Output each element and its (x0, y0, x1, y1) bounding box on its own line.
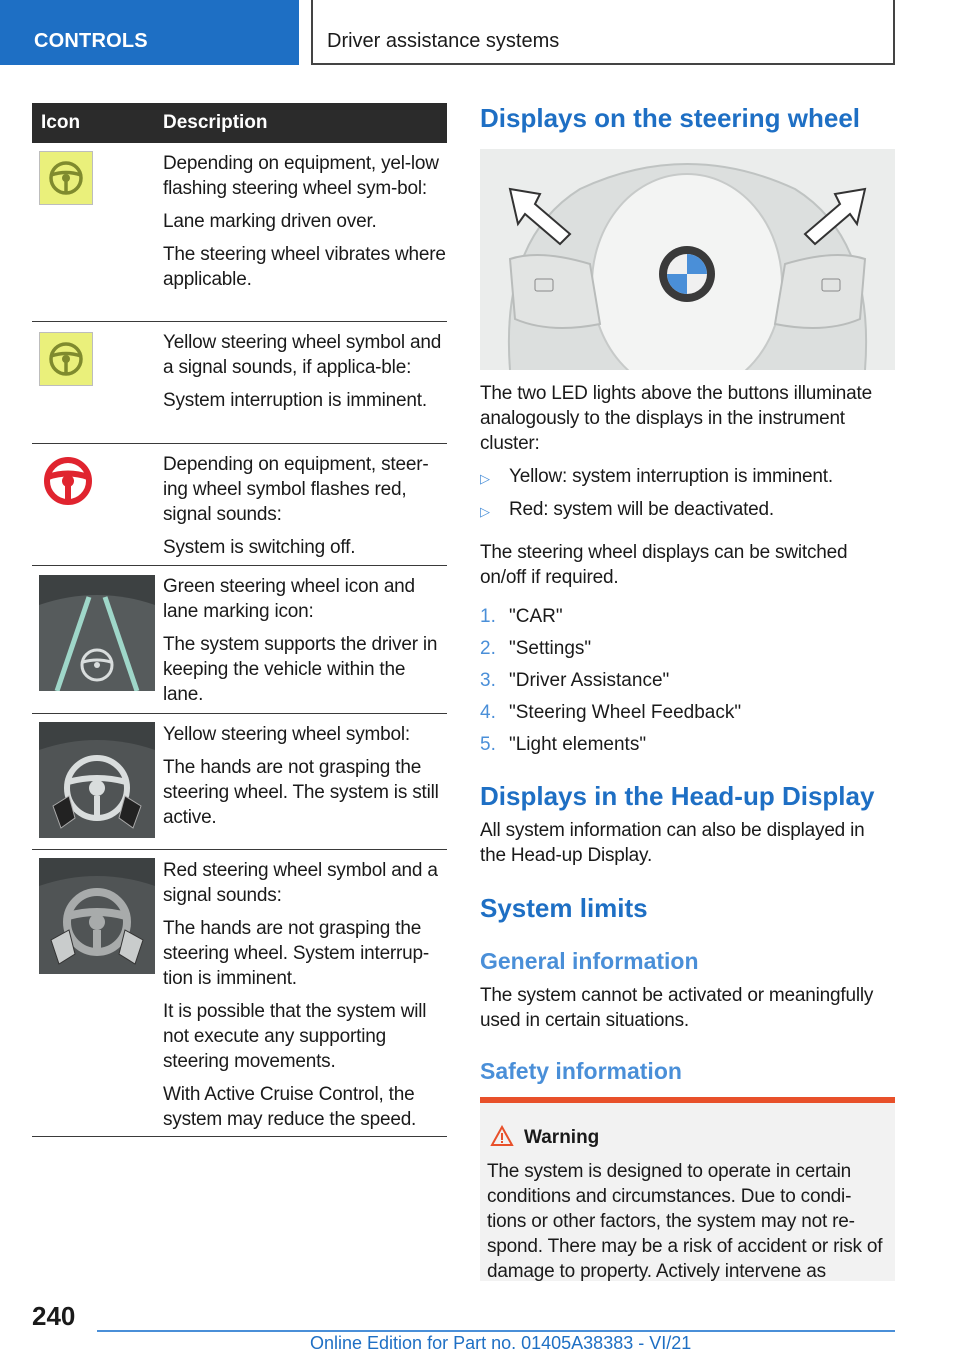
chapter-title: Driver assistance systems (311, 0, 895, 65)
description-text: Lane marking driven over. (163, 211, 377, 232)
yellow-hands-steering-icon (39, 722, 155, 838)
table-row (32, 850, 447, 1137)
table-row (32, 143, 447, 322)
list-item (480, 700, 741, 725)
table-row (32, 322, 447, 444)
table-row (32, 444, 447, 566)
bullet-text: Red: system will be deactivated. (509, 499, 774, 520)
description-text: Depending on equipment, yel-low flashing steering wheel sym-bol: (163, 153, 439, 199)
heading-displays-steering-wheel: Displays on the steering wheel (480, 103, 860, 133)
description-text: System is switching off. (163, 537, 356, 558)
hud-paragraph: All system information can also be displayed in the Head-up Display. (480, 820, 865, 866)
warning-box (480, 1097, 895, 1281)
red-steering-wheel-icon (39, 452, 97, 510)
warning-triangle-icon (490, 1125, 514, 1147)
description-text: Red steering wheel symbol and a signal sounds: (163, 860, 438, 906)
column-header-description: Description (163, 112, 268, 133)
description-text: Depending on equipment, steer-ing wheel symbol flashes red, signal sounds: (163, 454, 429, 525)
footer-edition: Online Edition for Part no. 01405A38383 - VI/21 (310, 1333, 692, 1353)
description-text: Yellow steering wheel symbol and a signal sounds, if applica-ble: (163, 332, 442, 378)
icon-description-table (32, 103, 447, 1137)
step-text: "Driver Assistance" (509, 670, 670, 691)
table-header (32, 103, 447, 143)
switch-paragraph: The steering wheel displays can be switched on/off if required. (480, 542, 848, 588)
triangle-bullet-icon: ▷ (480, 504, 490, 519)
led-lights-paragraph: The two LED lights above the buttons illuminate analogously to the displays in the instrument cluster: (480, 383, 872, 454)
page-number: 240 (32, 1301, 76, 1331)
description-text: Green steering wheel icon and lane marking icon: (163, 576, 415, 622)
steering-wheel-illustration (480, 149, 895, 370)
description-text: It is possible that the system will not execute any supporting steering movements. (163, 1001, 427, 1072)
yellow-steering-wheel-icon (39, 332, 93, 386)
list-item (480, 464, 833, 491)
list-item (480, 636, 591, 661)
warning-title: Warning (524, 1127, 600, 1148)
heading-head-up-display: Displays in the Head-up Display (480, 781, 875, 811)
step-number: 3. (480, 670, 496, 691)
bullet-text: Yellow: system interruption is imminent. (509, 466, 833, 487)
list-item (480, 668, 669, 693)
description-text: Yellow steering wheel symbol: (163, 724, 410, 745)
step-number: 4. (480, 702, 496, 723)
table-row (32, 566, 447, 714)
footer-divider (97, 1330, 895, 1332)
warning-text: The system is designed to operate in certain conditions and circumstances. Due to condi-tions or other factors, the system may not re-spond. There may be a risk of accident or risk of damage to property. Actively intervene as (487, 1161, 883, 1282)
section-tab: CONTROLS (0, 0, 299, 65)
step-text: "Light elements" (509, 734, 647, 755)
step-number: 5. (480, 734, 496, 755)
description-text: The hands are not grasping the steering wheel. The system is still active. (163, 757, 439, 828)
step-text: "Steering Wheel Feedback" (509, 702, 742, 723)
list-item (480, 604, 563, 629)
general-information-paragraph: The system cannot be activated or meaningfully used in certain situations. (480, 985, 874, 1031)
description-text: The hands are not grasping the steering wheel. System interrup-tion is imminent. (163, 918, 430, 989)
description-text: The system supports the driver in keeping the vehicle within the lane. (163, 634, 438, 705)
step-text: "Settings" (509, 638, 592, 659)
heading-safety-information: Safety information (480, 1058, 682, 1084)
description-text: With Active Cruise Control, the system may reduce the speed. (163, 1084, 417, 1130)
list-item (480, 732, 646, 757)
heading-system-limits: System limits (480, 893, 648, 923)
step-number: 2. (480, 638, 496, 659)
column-header-icon: Icon (41, 112, 81, 133)
green-lane-steering-icon (39, 575, 155, 691)
description-text: The steering wheel vibrates where applicable. (163, 244, 446, 290)
triangle-bullet-icon: ▷ (480, 471, 490, 486)
table-row (32, 714, 447, 850)
heading-general-information: General information (480, 948, 699, 974)
step-text: "CAR" (509, 606, 563, 627)
description-text: System interruption is imminent. (163, 390, 427, 411)
yellow-steering-wheel-icon (39, 151, 93, 205)
step-number: 1. (480, 606, 496, 627)
list-item (480, 497, 774, 524)
red-hands-steering-icon (39, 858, 155, 974)
